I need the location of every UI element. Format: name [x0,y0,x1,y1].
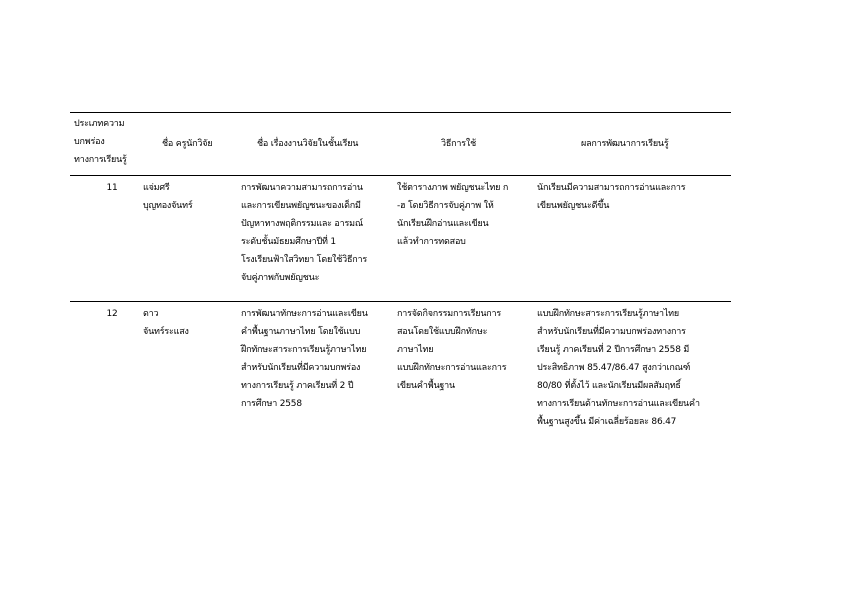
header-learning-result: ผลการพัฒนาการเรียนรู้ [581,139,669,149]
table-row-number: 12 [106,309,118,319]
table-row-researcher: แจ่มศรี บุญทองจันทร์ [143,183,193,211]
table-row-method: การจัดกิจกรรมการเรียนการ สอนโดยใช้แบบฝึกทักษะ ภาษาไทย แบบฝึกทักษะการอ่านและการ เขียนคำพื้นฐาน [397,309,507,391]
table-top-rule [70,112,731,113]
table-row-result: นักเรียนมีความสามารถการอ่านและการ เขียนพยัญชนะดีขึ้น [537,183,686,211]
table-row-title: การพัฒนาทักษะการอ่านและเขียน คำพื้นฐานภาษาไทย โดยใช้แบบ ฝึกทักษะสาระการเรียนรู้ภาษาไทย สำหรับนักเรียนที่มีความบกพร่อง ทางการเรียนรู้ ภาคเรียนที่ 2 ปี การศึกษา 2558 [241,309,368,409]
table-row-method: ใช้ตารางภาพ พยัญชนะไทย ก -ฮ โดยวิธีการจับคู่ภาพ ให้ นักเรียนฝึกอ่านและเขียน แล้วทำการทดสอบ [397,183,509,247]
header-researcher-name: ชื่อ ครูนักวิจัย [162,139,213,149]
header-disability-type: ประเภทความ บกพร่อง ทางการเรียนรู้ [74,119,127,165]
table-row-result: แบบฝึกทักษะสาระการเรียนรู้ภาษาไทย สำหรับนักเรียนที่มีความบกพร่องทางการ เรียนรู้ ภาคเรียนที่ 2 ปีการศึกษา 2558 มี ประสิทธิภาพ 85.47/86.47 สูงกว่าเกณฑ์ 80/80 ที่ตั้งไว้ และนักเรียนมีผลสัมฤทธิ์ ทางการเรียนด้านทักษะการอ่านและเขียนคำ พื้นฐานสูงขึ้น มีค่าเฉลี่ยร้อยละ 86.47 [537,309,700,427]
header-bottom-rule [70,175,731,176]
header-research-title: ชื่อ เรื่องงานวิจัยในชั้นเรียน [257,139,359,149]
table-row-researcher: ดาว จันทร์ระแสง [143,309,189,337]
row-divider-rule [70,301,731,302]
table-row-number: 11 [106,183,118,193]
header-method: วิธีการใช้ [441,139,476,149]
table-row-title: การพัฒนาความสามารถการอ่าน และการเขียนพยัญชนะของเด็กมี ปัญหาทางพฤติกรรมและ อารมณ์ ระดับชั้นมัธยมศึกษาปีที่ 1 โรงเรียนฟ้าใสวิทยา โดยใช้วิธีการ จับคู่ภาพกับพยัญชนะ [241,183,368,283]
